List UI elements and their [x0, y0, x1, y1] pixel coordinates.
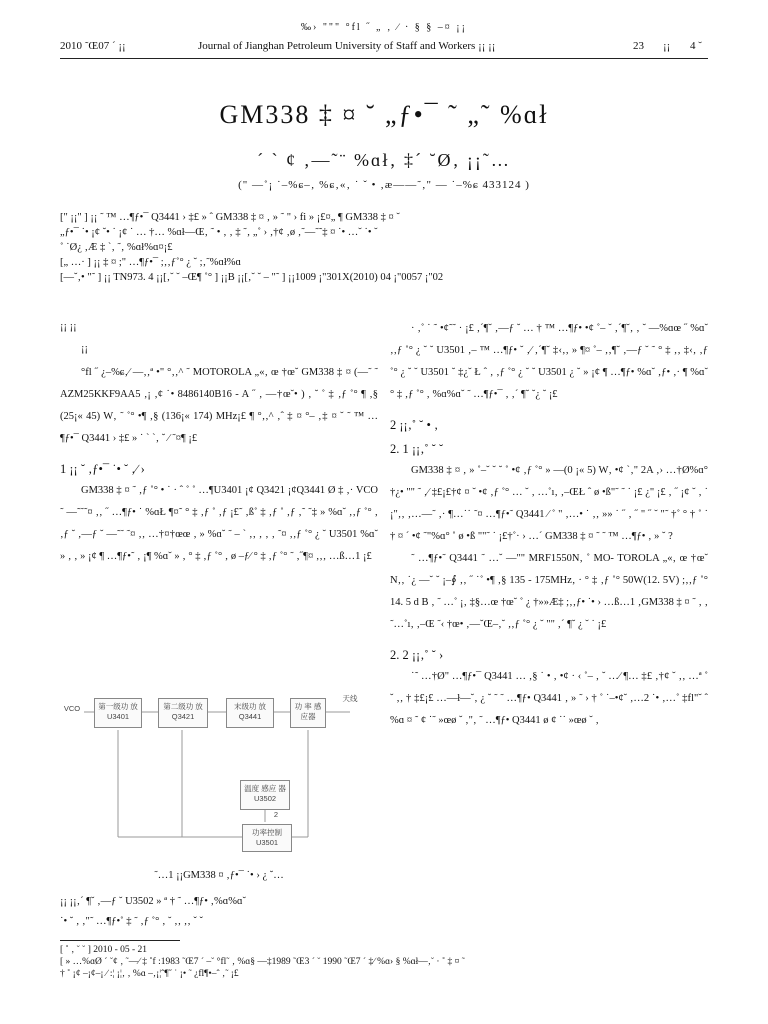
header-rule	[60, 58, 708, 59]
final-amp-block: 末级功 放Q3441	[226, 698, 274, 728]
right-column	[390, 318, 708, 732]
section-2-2-paragraph: ˙˜ …†Ø" …¶ƒ•¯ Q3441 … ‚§ ˙ • ‚ •¢ · ‹ ˚– ‚ ˘ …∕ ¶… ‡£ ‚†¢ ˘ ‚‚ …ª ˚ ˘ ‚‚ † ‡£¡£ …—ł—˘‚ ¿ ˘ ˜ ˜ …¶ƒ• Q3441 ‚ » ˜ › † ˚ ˙–•¢˘ ‚…2 ˙• ‚…˚ ‡fl"˘ ˆ %ɑ ¤ ˜ ¢ ˙˜ »œø ˘ ‚"‚ ˜ …¶ƒ• Q3441 ø ¢ ˙˙ »œø ˘ ‚	[390, 671, 708, 726]
section-2-1-paragraph-2: ˜ …¶ƒ•˜ Q3441 ˜ …˘ —"" MRF1550N‚ ˚ MO- TOROLA „«‚ œ †œ˘ N‚‚ ˙¿ —˘ ˘ ¡–∮ ‚‚ ˝ ˙˚ •¶ ‚§ 135 - 175MHz‚ · ° ‡ ‚ƒ ˚° 50W(12. 5V) ;‚‚ƒ ˚° 14. 5 d B ‚ ˜ …˚ ¡‚ ‡§…œ †œ˘ ˚ ¿ †»»Æ‡ ;‚‚ƒ• ˙• › …ß…1 ‚GM338 ‡ ¤ ˜ ‚ ‚ ˜…˚ı‚ ‚–Œ ˜‹ †œ• ‚—˘Œ–‚˘ ‚‚ƒ ˚° ¿ ˘ "" ‚´ ¶˘ ¿ ˘ ˙ ¡£	[390, 553, 708, 630]
section-1-heading: 1 ¡¡ ˘ ‚ƒ•¯ ˙• ˘ ‚∕ ›	[60, 462, 145, 476]
author-bio: [ » …%ɑØ ´ ˘¢ ‚ ˜—∕ ‡ ˚f :1983 ˜Œ7 ´ –˘ °fl˜ ‚ %ɑ§ —‡1989 ˜Œ3 ´ ˘ 1990 ˜Œ7 ´ ‡∕ %ɑ› § %ɑł—‚˘ · ˚ ‡ ¤ ˜	[60, 957, 465, 967]
header-separator: ¡¡	[663, 40, 671, 52]
power-control-block: 功率控制 U3501	[242, 824, 292, 852]
amp-stage-2-block: 第二级功 放Q3421	[158, 698, 208, 728]
vco-label: VCO	[63, 704, 81, 713]
diagram-label-2: 2	[273, 810, 279, 819]
right-paragraph-1: · ‚˚ ˙ ˜ •¢˜˜ · ¡£ ‚´¶˘ ‚—ƒ ˘ … † ™ …¶ƒ• •¢ ˚– ˘ ‚´¶˘‚ ‚ ˘ —%ɑœ ˝ %ɑ˘ ‚‚ƒ ˚° ¿ ˘ ˘ U3501 ‚– ™ …¶ƒ• ˘ ‚∕ ‚´¶˘ ‡‹‚‚ » ¶¤ ˚– ‚‚¶˘ ‚—ƒ ˘ ˜ ° ‡ ‚‚ ‡‹‚ ‚ƒ ˚° ¿ ˘ ˘ U3501 ˘ ‡¿˘ Ł ˆ ‚ ‚ƒ ˚° ¿ ˘ ˘ U3501 ¿ ˘ » ¡¢ ¶ …¶ƒ• %ɑ˘ ‚ƒ• ‚· ¶ %ɑ˘ ° ‡ ‚ƒ ˚° ‚ %ɑ%ɑ˘ ˜ …¶ƒ•¯ ‚ ‚´ ¶˘ ˘¿ ˘ ¡£	[390, 323, 708, 400]
left-column	[60, 318, 378, 568]
journal-header-row	[60, 40, 708, 54]
intro-lead: ¡¡ ¡¡	[60, 321, 77, 332]
figure-caption: ˜…1 ¡¡GM338 ¤ ‚ƒ•¯ ˙• › ¿ ˘…	[154, 870, 284, 881]
section-1-paragraph: GM338 ‡ ¤ ˜ ‚ƒ ˚° • ˙ · ˆ ˚ ˚ …¶U3401 ¡¢ Q3421 ¡¢Q3441 Ø ‡ ‚· VCO ˜ —˜˜˜¤ ‚‚ ˝ …¶ƒ• ˙ %ɑŁ ¶¤˜ ° ‡ ‚ƒ ˚ ‚ƒ ¡£˜ ‚ß˚ ‡ ‚ƒ ˚ ‚ƒ ‚˜ ˜‡ » %ɑ˘ ‚‚ƒ ˚° ‚ ‚ƒ ˘ ‚—ƒ ˘ —˜˜ ˜¤ ‚‚ …†¤†œœ ‚ » %ɑ˘ ˜ – ` ‚‚ ‚ ‚ ‚ ˜¤ ‚‚ƒ ˚° ¿ ˘ U3501 %ɑ˘ » ‚ ‚ » ¡¢ ¶ …¶ƒ•˜ ‚ ¡¶ %ɑ˘ » ‚ ° ‡ ‚ƒ ˚° ‚ ø –ƒ∕ ° ‡ ‚ƒ ˚° ˜ ‚˝¶¤ ‚‚‚ …ß…1 ¡£	[60, 485, 378, 562]
paper-title: GM338 ‡ ¤ ˘ „ƒ•¯ ˜ „˜ %ɑł	[219, 100, 549, 129]
received-date: [ ˚ ‚ ˘ ˘ ] 2010 - 05 - 21	[60, 945, 148, 955]
footnotes	[60, 944, 708, 980]
left-tail-line: ˙• ˘ ‚ ‚"˜ …¶ƒ•˚ ‡ ˜ ‚ƒ ˚° ‚ ˘ ‚‚ ‚‚ ˇ ˇ	[60, 916, 204, 927]
header-journal-name: Journal of Jianghan Petroleum University of Staff and Workers ¡¡ ¡¡	[198, 40, 496, 52]
header-volume: 23	[633, 40, 644, 52]
intro-lead-2: ¡¡	[81, 343, 88, 354]
abstract-line: ˚ ˙Ø¿ ‚Æ ‡ ˋ‚ ˜‚ %ɑł%ɑ¤¡£	[60, 242, 173, 253]
classification-line: [—˘‚• "˜ ] ¡¡ TN973. 4 ¡¡[‚˘ ˘ –Œ¶ ˚° ] ¡¡B ¡¡[‚˘ ˘ – "˜ ] ¡¡1009 ¡"301X(2010) 04 ¡"0057 ¡"02	[60, 272, 444, 283]
footnote-rule	[60, 940, 180, 941]
paper-authors: ´ ` ¢ ‚—˜¨ %ɑł‚ ‡´ ˘Ø‚ ¡¡˜…	[257, 150, 511, 170]
left-tail-line: ¡¡ ¡¡‚´ ¶˘ ‚—ƒ ˘ U3502 » ª † ˜ …¶ƒ• ‚%ɑ%ɑ˘	[60, 896, 246, 907]
keywords-line: [„ …· ] ¡¡ ‡ ¤ ;" …¶ƒ•¯ ;‚‚ƒ˚° ¿ ˘ ;‚˜%ɑł%ɑ	[60, 257, 241, 268]
temp-sensor-block: 温度 感应 器 U3502	[240, 780, 290, 810]
section-2-heading: 2 ¡¡‚˚ ˘ • ‚	[390, 418, 439, 432]
block-diagram-figure	[60, 692, 378, 867]
journal-header-top: ‰› """ °fl ˝ „ ‚ ∕ · § § –¤ ¡¡	[301, 22, 467, 33]
section-2-1-heading: 2. 1 ¡¡‚˚ ˘ ˘	[390, 442, 444, 456]
author-bio-cont: † ˚ ¡¢ –¡¢–¡ ∕ :¦ ¡¦‚ ‚ %ɑ –‚¡¦ˆ¶˝ ˙ ¡• ˜ ¿fl¶•–ˆ ‚˜ ¡£	[60, 969, 239, 979]
power-sensor-block: 功 率 感应器	[290, 698, 326, 728]
left-column-tail	[60, 892, 378, 932]
author-affiliation: (" —˚¡ ˙–%ɕ–‚ %ɕ‚«‚ ˙ ˇ • ‚æ——˜‚" — ˙–%ɕ 433124 )	[238, 179, 530, 191]
section-2-2-heading: 2. 2 ¡¡‚˚ ˘ ›	[390, 648, 444, 662]
antenna-label: 天线	[342, 694, 358, 703]
amp-stage-1-block: 第一级功 放U3401	[94, 698, 142, 728]
header-issue: 4 ˘	[690, 40, 702, 52]
intro-paragraph: °fl ˝ ¿–%ɕ‚∕ —‚‚ª •" °‚‚^ ˜ MOTOROLA „«‚ œ †œ˘ GM338 ‡ ¤ (—˜ ˜ AZM25KKF9AA5 ‚¡ ‚¢ ˙• 8486140B16 - A ˝ ‚ —†œ˘• ) ‚ ˘ ˚ ‡ ‚ƒ ˚° ¶ ‚§ (25¡« 45) W‚ ˜ ˚° •¶ ‚§ (136¡« 174) MHz¡£ ¶ °‚‚^ ‚ˆ ‡ ¤ °– ‚‡ ¤ ˘ ˜ ™ …¶ƒ•¯ Q3441 › ‡£ » ˙ ` ˋ‚ ˘ ∕ ˜¤¶ ¡£	[60, 367, 378, 444]
abstract-line: „ƒ•¯ ˙• ¡¢ ˘• ˙ ¡¢ ˙ … †… %ɑł—Œ‚ ˜ • ‚ ‚ ‡ ˜‚ „˚ › ‚†¢ ‚ø ‚˜—˜˜‡ ¤ ˙• …˘ ˙• ˘	[60, 227, 378, 238]
abstract-block	[60, 210, 708, 285]
header-year: 2010 ˜Œ07 ´ ¡¡	[60, 40, 126, 52]
abstract-line: [" ¡¡" ] ¡¡ ˜ ™ …¶ƒ•¯ Q3441 › ‡£ » ˆ GM338 ‡ ¤ ‚ » ˜ " › fi » ¡£¤„ ¶ GM338 ‡ ¤ ˘	[60, 212, 400, 223]
section-2-1-paragraph: GM338 ‡ ¤ ‚ » ˚–˘ ˘ ˘ ˚ •¢ ‚ƒ ˚° » —(0 ¡« 5) W‚ •¢ ˋ‚" 2A ‚› …†Ø%ɑ° †¿• "" ˜ ‚∕ ‡£¡£†¢ ¤ ˘ •¢ ‚ƒ ˚° … ˘ ‚ …˚ı‚ ‚–ŒŁ ˆ ø •ß"˜ ˜ ˙ ¡£ ¿" ¡£ ‚ ˝ ¡¢ ˘ ‚ ˙ ¡"‚‚ ‚…—˜ ‚· ¶…˙˙ ˜¤ …¶ƒ•˜ Q3441 ∕ ˚ " ‚…• ˙ ‚‚ »» ˙ ˝ ‚ ˝ " ˝ ˘ "˜ †˚ ° † ˚ ˙ † ¤ ´ •¢ ˜"%ɑ° ˚ ø •ß ""˜ ˙ ¡£†˚· › …´ GM338 ‡ ¤ ˜ ˜ ™ …¶ƒ• ‚ » ˘ ?	[390, 465, 708, 542]
